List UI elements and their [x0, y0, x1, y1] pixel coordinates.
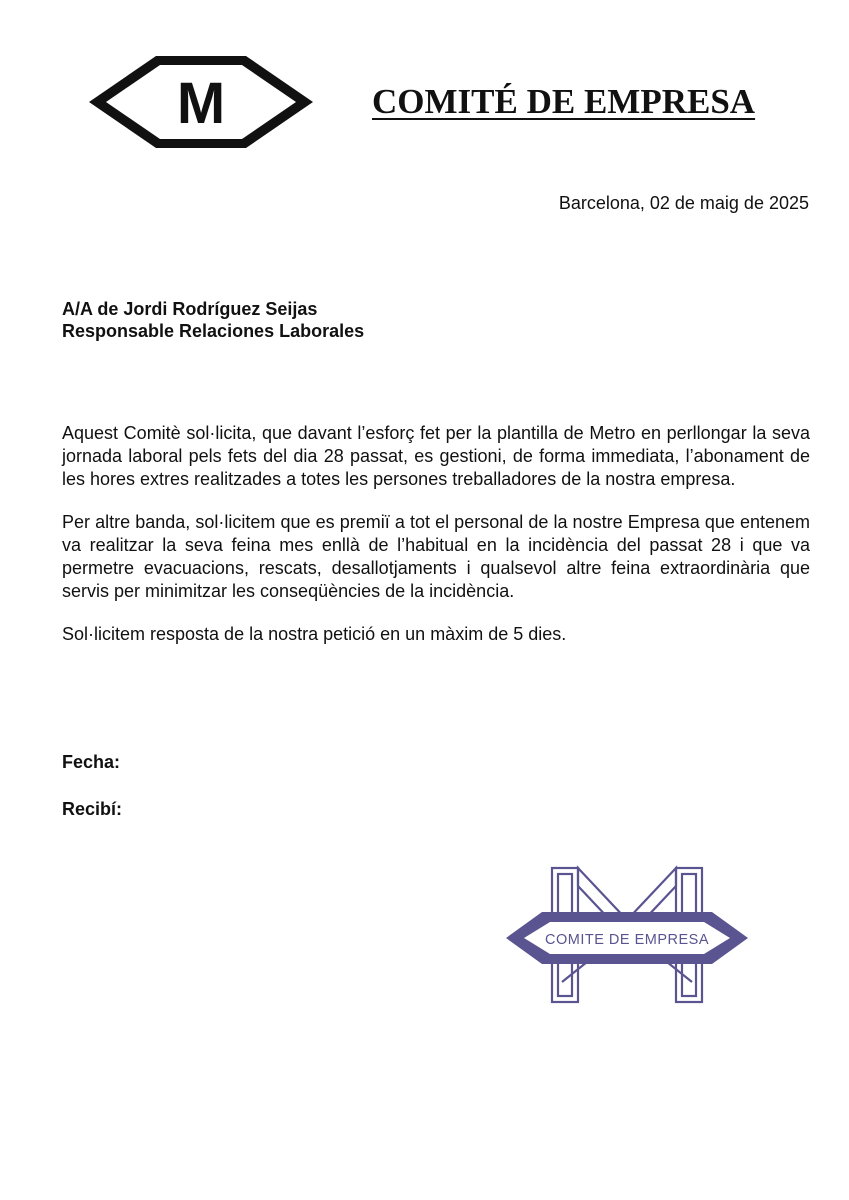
body-paragraph: Per altre banda, sol·licitem que es premiï a tot el personal de la nostre Empresa que entenem va realitzar la seva feina mes enllà de l’habitual en la incidència del passat 28 i que va permetre evacuacions, rescats, desallotjaments i qualsevol altre feina extraordinària que servis per minimitzar les conseqüències de la incidència. [62, 512, 810, 601]
fecha-label: Fecha: [62, 752, 121, 772]
metro-logo [86, 52, 316, 152]
stamp-diamond-band [506, 912, 748, 964]
recipient-position: Responsable Relaciones Laborales [62, 321, 365, 341]
recipient-block [62, 298, 364, 342]
body-paragraph: Sol·licitem resposta de la nostra petició en un màxim de 5 dies. [62, 624, 567, 644]
logo-letter: M [176, 71, 226, 136]
committee-stamp [502, 862, 752, 1012]
recibi-label: Recibí: [62, 799, 123, 819]
recipient-name: A/A de Jordi Rodríguez Seijas [62, 299, 318, 319]
letter-date: Barcelona, 02 de maig de 2025 [558, 193, 809, 213]
body-paragraph: Aquest Comitè sol·licita, que davant l’esforç fet per la plantilla de Metro en perllongar la seva jornada laboral pels fets del dia 28 passat, es gestioni, de forma immediata, l’abonament de les hores extres realitzades a totes les persones treballadores de la nostra empresa. [62, 423, 810, 489]
page-title: COMITÉ DE EMPRESA [372, 82, 756, 121]
stamp-text: COMITE DE EMPRESA [545, 932, 709, 948]
letter-body [62, 422, 810, 666]
